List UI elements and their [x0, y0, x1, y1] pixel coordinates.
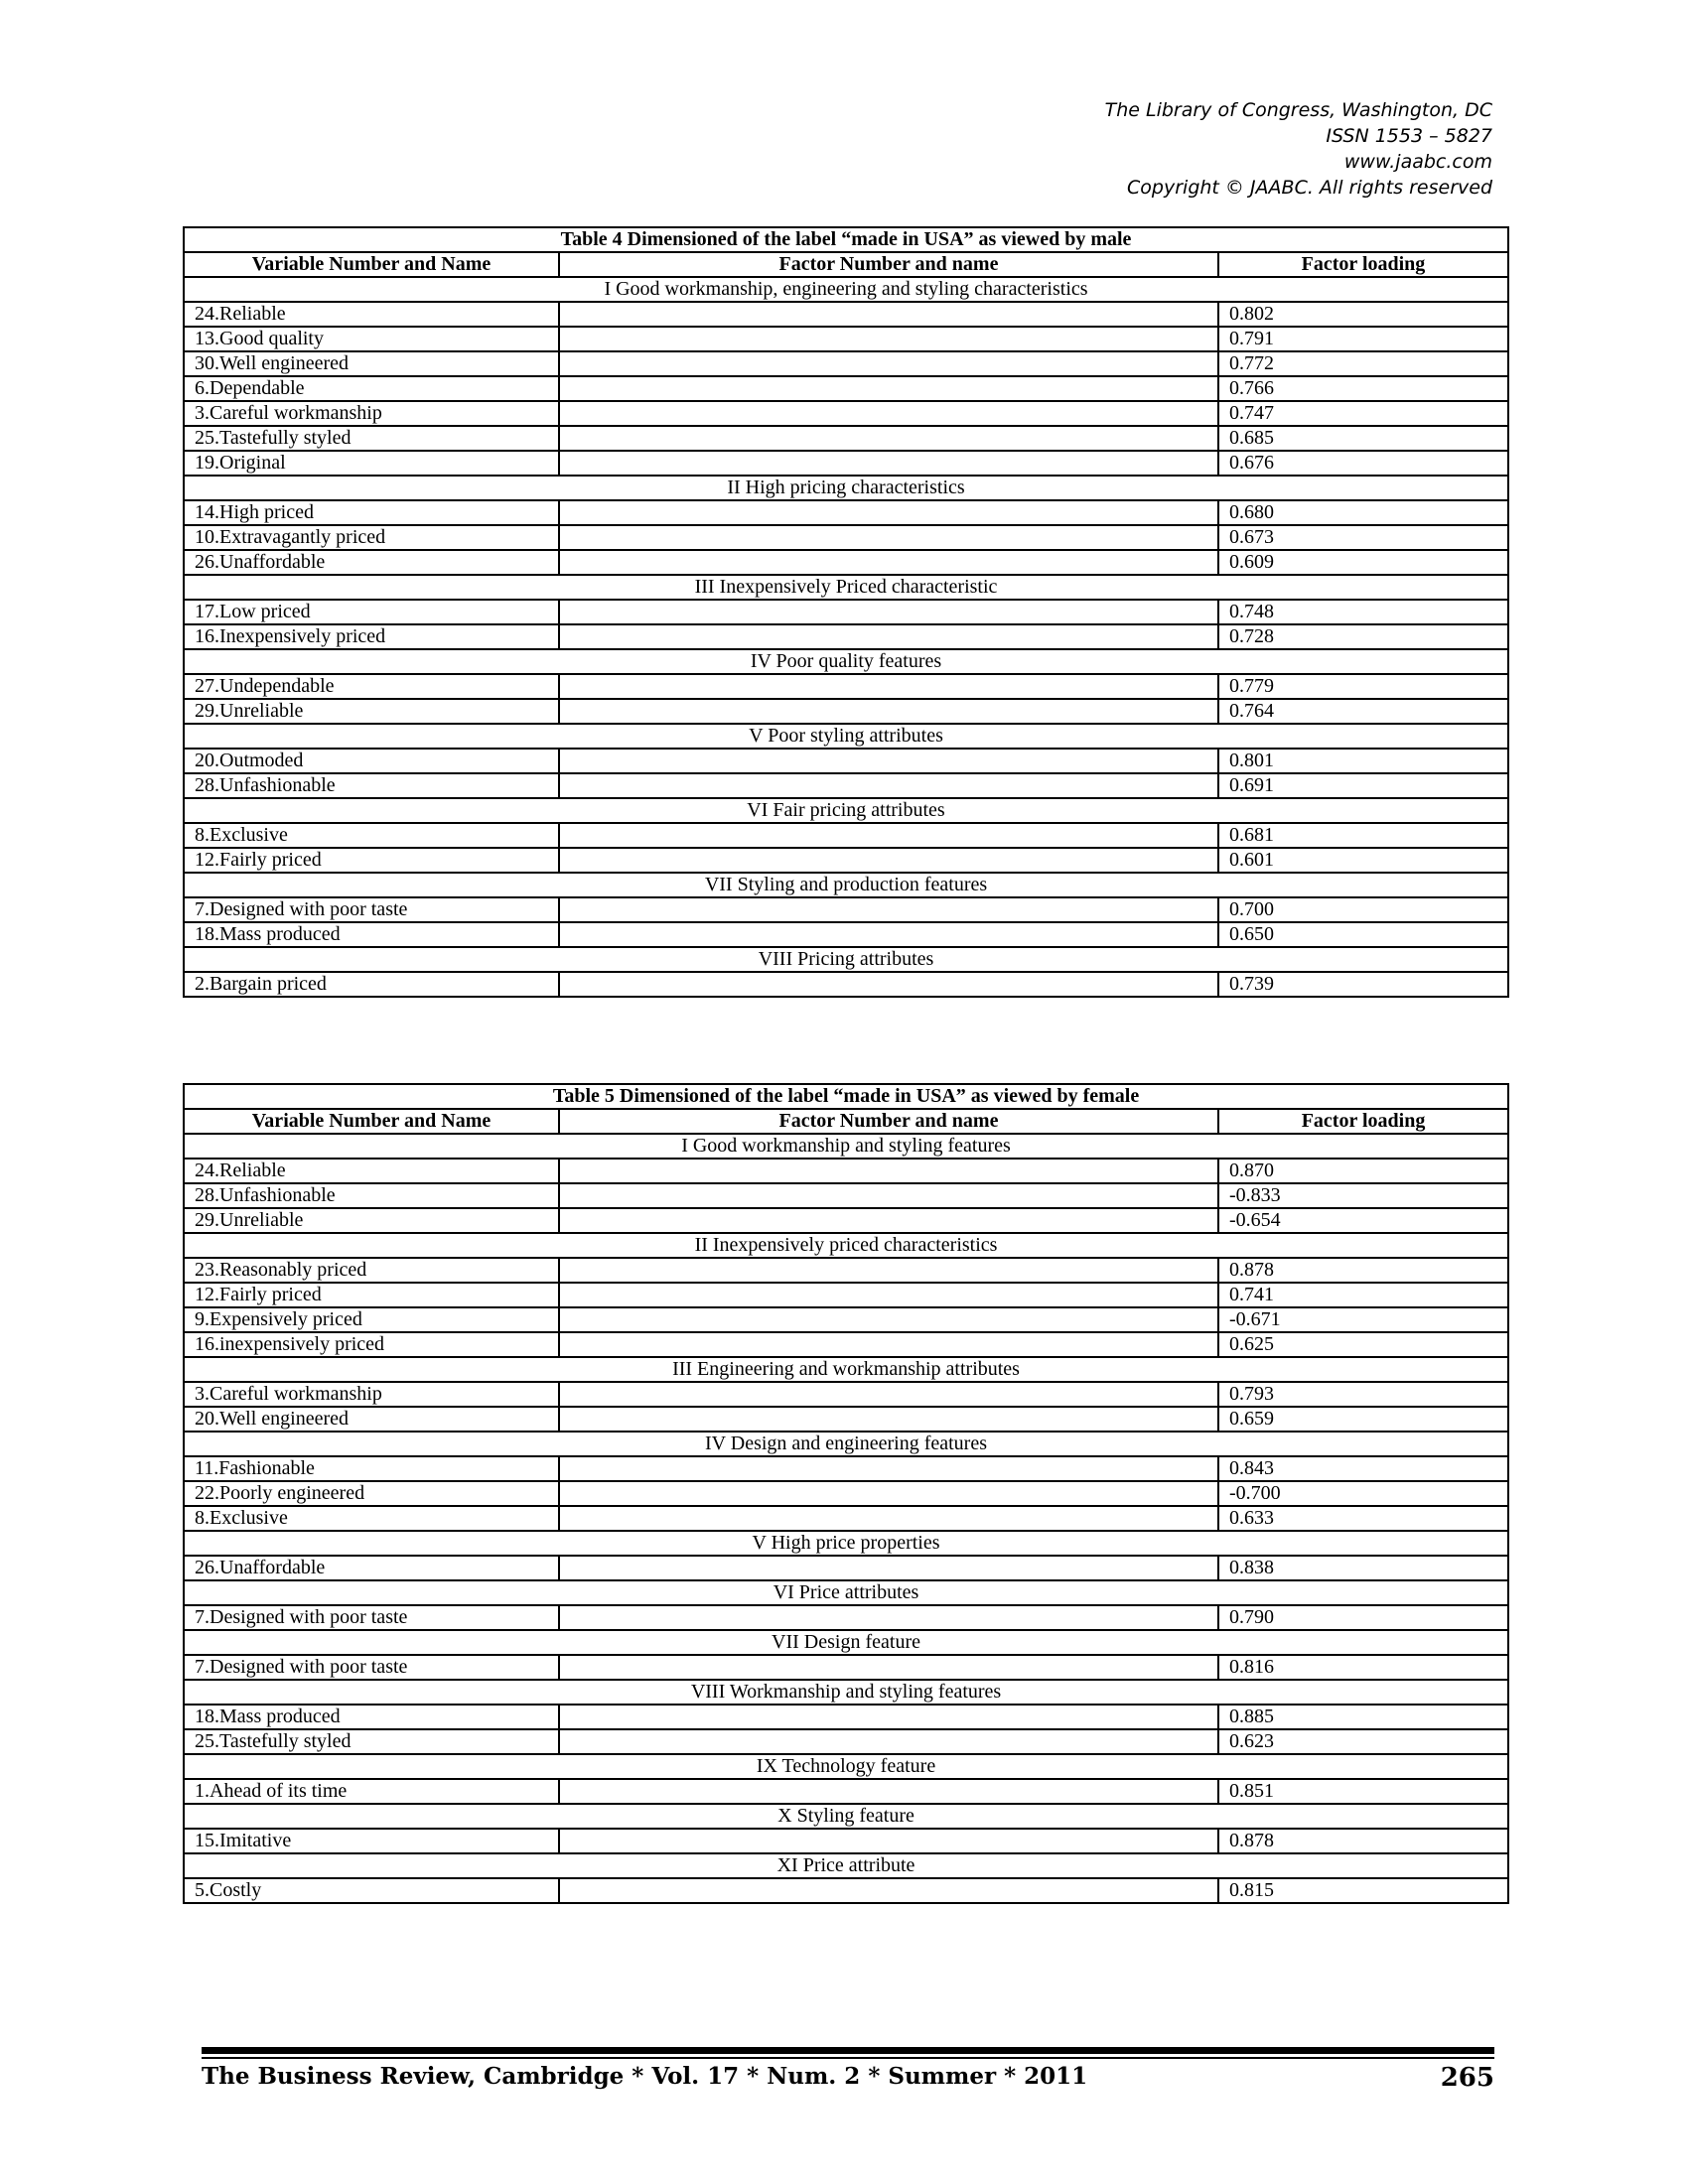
factor-group-row [184, 277, 1508, 302]
factor-cell [559, 922, 1218, 947]
factor-cell [559, 376, 1218, 401]
factor-group-row [184, 1233, 1508, 1258]
table-header-row [184, 1109, 1508, 1134]
table-row [184, 1307, 1508, 1332]
table-row [184, 500, 1508, 525]
factor-cell [559, 1605, 1218, 1630]
table-row [184, 327, 1508, 351]
factor-loading: -0.833 [1218, 1183, 1508, 1208]
factor-group-row [184, 1853, 1508, 1878]
header-loading: Factor loading [1218, 1109, 1508, 1134]
table-row [184, 848, 1508, 873]
factor-cell [559, 1481, 1218, 1506]
factor-cell [559, 674, 1218, 699]
table-row [184, 1705, 1508, 1729]
table-row [184, 1655, 1508, 1680]
variable-name: 29.Unreliable [184, 699, 559, 724]
factor-cell [559, 972, 1218, 997]
header-publisher: The Library of Congress, Washington, DC [1104, 99, 1492, 121]
table-row [184, 376, 1508, 401]
factor-cell [559, 1878, 1218, 1903]
factor-loading: 0.650 [1218, 922, 1508, 947]
header-issn: ISSN 1553 – 5827 [1326, 125, 1492, 147]
variable-name: 29.Unreliable [184, 1208, 559, 1233]
footer-rule [202, 2047, 1494, 2054]
factor-title: VIII Pricing attributes [184, 947, 1508, 972]
variable-name: 1.Ahead of its time [184, 1779, 559, 1804]
table-4 [183, 226, 1509, 998]
table-row [184, 426, 1508, 451]
table-row [184, 1382, 1508, 1407]
factor-loading: 0.801 [1218, 749, 1508, 773]
table-row [184, 1779, 1508, 1804]
factor-cell [559, 699, 1218, 724]
factor-loading: 0.843 [1218, 1456, 1508, 1481]
variable-name: 27.Undependable [184, 674, 559, 699]
factor-title: IV Design and engineering features [184, 1432, 1508, 1456]
factor-title: V High price properties [184, 1531, 1508, 1556]
factor-title: III Inexpensively Priced characteristic [184, 575, 1508, 600]
variable-name: 30.Well engineered [184, 351, 559, 376]
table-row [184, 972, 1508, 997]
table-row [184, 1159, 1508, 1183]
variable-name: 14.High priced [184, 500, 559, 525]
table-5 [183, 1083, 1509, 1904]
factor-loading: 0.609 [1218, 550, 1508, 575]
factor-loading: 0.623 [1218, 1729, 1508, 1754]
factor-cell [559, 1407, 1218, 1432]
factor-loading: 0.700 [1218, 897, 1508, 922]
factor-loading: 0.728 [1218, 624, 1508, 649]
footer-journal: The Business Review, Cambridge * Vol. 17 * Num. 2 * Summer * 2011 [202, 2063, 1088, 2090]
variable-name: 2.Bargain priced [184, 972, 559, 997]
table-row [184, 401, 1508, 426]
table-row [184, 1729, 1508, 1754]
factor-cell [559, 426, 1218, 451]
table-row [184, 451, 1508, 476]
header-loading: Factor loading [1218, 252, 1508, 277]
factor-cell [559, 302, 1218, 327]
factor-title: XI Price attribute [184, 1853, 1508, 1878]
variable-name: 26.Unaffordable [184, 550, 559, 575]
factor-cell [559, 1705, 1218, 1729]
factor-group-row [184, 1134, 1508, 1159]
header-variable: Variable Number and Name [184, 1109, 559, 1134]
factor-cell [559, 1159, 1218, 1183]
factor-group-row [184, 476, 1508, 500]
factor-loading: 0.739 [1218, 972, 1508, 997]
variable-name: 8.Exclusive [184, 1506, 559, 1531]
factor-group-row [184, 1804, 1508, 1829]
header-copyright: Copyright © JAABC. All rights reserved [1127, 177, 1492, 199]
variable-name: 15.Imitative [184, 1829, 559, 1853]
variable-name: 24.Reliable [184, 1159, 559, 1183]
factor-loading: 0.815 [1218, 1878, 1508, 1903]
table-row [184, 1183, 1508, 1208]
table-caption-row [184, 227, 1508, 252]
factor-loading: 0.793 [1218, 1382, 1508, 1407]
factor-group-row [184, 575, 1508, 600]
header-website: www.jaabc.com [1343, 151, 1492, 173]
variable-name: 20.Well engineered [184, 1407, 559, 1432]
factor-group-row [184, 947, 1508, 972]
variable-name: 12.Fairly priced [184, 848, 559, 873]
table-row [184, 600, 1508, 624]
factor-title: VII Design feature [184, 1630, 1508, 1655]
variable-name: 5.Costly [184, 1878, 559, 1903]
footer-rule-thin [202, 2057, 1494, 2059]
factor-loading: 0.878 [1218, 1829, 1508, 1853]
header-factor: Factor Number and name [559, 252, 1218, 277]
factor-loading: 0.764 [1218, 699, 1508, 724]
factor-title: IV Poor quality features [184, 649, 1508, 674]
factor-cell [559, 1258, 1218, 1283]
table-row [184, 525, 1508, 550]
table-row [184, 302, 1508, 327]
table-row [184, 749, 1508, 773]
factor-loading: 0.791 [1218, 327, 1508, 351]
variable-name: 12.Fairly priced [184, 1283, 559, 1307]
variable-name: 3.Careful workmanship [184, 1382, 559, 1407]
factor-cell [559, 823, 1218, 848]
factor-group-row [184, 1357, 1508, 1382]
table-row [184, 550, 1508, 575]
table-row [184, 1605, 1508, 1630]
factor-loading: 0.838 [1218, 1556, 1508, 1580]
table-row [184, 1506, 1508, 1531]
factor-group-row [184, 649, 1508, 674]
factor-title: II Inexpensively priced characteristics [184, 1233, 1508, 1258]
factor-title: I Good workmanship and styling features [184, 1134, 1508, 1159]
table-row [184, 1481, 1508, 1506]
table-row [184, 1556, 1508, 1580]
factor-group-row [184, 1531, 1508, 1556]
factor-group-row [184, 724, 1508, 749]
factor-loading: 0.601 [1218, 848, 1508, 873]
variable-name: 25.Tastefully styled [184, 426, 559, 451]
table-row [184, 773, 1508, 798]
factor-group-row [184, 1680, 1508, 1705]
factor-loading: 0.681 [1218, 823, 1508, 848]
factor-loading: 0.747 [1218, 401, 1508, 426]
factor-cell [559, 1307, 1218, 1332]
table-row [184, 351, 1508, 376]
table-row [184, 1283, 1508, 1307]
header-variable: Variable Number and Name [184, 252, 559, 277]
factor-cell [559, 749, 1218, 773]
factor-cell [559, 1556, 1218, 1580]
factor-loading: -0.654 [1218, 1208, 1508, 1233]
factor-group-row [184, 1432, 1508, 1456]
factor-cell [559, 401, 1218, 426]
variable-name: 7.Designed with poor taste [184, 1605, 559, 1630]
factor-cell [559, 327, 1218, 351]
variable-name: 24.Reliable [184, 302, 559, 327]
factor-title: VII Styling and production features [184, 873, 1508, 897]
factor-loading: 0.676 [1218, 451, 1508, 476]
factor-loading: 0.870 [1218, 1159, 1508, 1183]
variable-name: 16.Inexpensively priced [184, 624, 559, 649]
factor-cell [559, 525, 1218, 550]
factor-cell [559, 351, 1218, 376]
factor-loading: 0.633 [1218, 1506, 1508, 1531]
factor-cell [559, 1183, 1218, 1208]
variable-name: 10.Extravagantly priced [184, 525, 559, 550]
factor-loading: 0.659 [1218, 1407, 1508, 1432]
factor-loading: 0.766 [1218, 376, 1508, 401]
factor-loading: 0.878 [1218, 1258, 1508, 1283]
factor-cell [559, 897, 1218, 922]
variable-name: 22.Poorly engineered [184, 1481, 559, 1506]
table-row [184, 1407, 1508, 1432]
factor-title: X Styling feature [184, 1804, 1508, 1829]
factor-title: IX Technology feature [184, 1754, 1508, 1779]
factor-title: II High pricing characteristics [184, 476, 1508, 500]
table-row [184, 1829, 1508, 1853]
factor-title: V Poor styling attributes [184, 724, 1508, 749]
variable-name: 11.Fashionable [184, 1456, 559, 1481]
factor-loading: -0.700 [1218, 1481, 1508, 1506]
header-factor: Factor Number and name [559, 1109, 1218, 1134]
variable-name: 7.Designed with poor taste [184, 1655, 559, 1680]
factor-loading: 0.741 [1218, 1283, 1508, 1307]
factor-group-row [184, 873, 1508, 897]
factor-loading: 0.691 [1218, 773, 1508, 798]
page-number: 265 [1440, 2063, 1494, 2093]
variable-name: 23.Reasonably priced [184, 1258, 559, 1283]
factor-loading: 0.772 [1218, 351, 1508, 376]
table-header-row [184, 252, 1508, 277]
factor-group-row [184, 1580, 1508, 1605]
factor-loading: 0.673 [1218, 525, 1508, 550]
table-row [184, 699, 1508, 724]
factor-loading: 0.748 [1218, 600, 1508, 624]
variable-name: 8.Exclusive [184, 823, 559, 848]
factor-cell [559, 624, 1218, 649]
factor-cell [559, 1283, 1218, 1307]
variable-name: 16.inexpensively priced [184, 1332, 559, 1357]
factor-loading: 0.851 [1218, 1779, 1508, 1804]
factor-cell [559, 550, 1218, 575]
factor-cell [559, 1382, 1218, 1407]
variable-name: 28.Unfashionable [184, 1183, 559, 1208]
variable-name: 13.Good quality [184, 327, 559, 351]
factor-cell [559, 773, 1218, 798]
factor-cell [559, 451, 1218, 476]
factor-title: III Engineering and workmanship attributes [184, 1357, 1508, 1382]
variable-name: 19.Original [184, 451, 559, 476]
table-caption-row [184, 1084, 1508, 1109]
factor-group-row [184, 798, 1508, 823]
factor-cell [559, 1829, 1218, 1853]
table-caption: Table 4 Dimensioned of the label “made in USA” as viewed by male [184, 227, 1508, 252]
variable-name: 3.Careful workmanship [184, 401, 559, 426]
variable-name: 9.Expensively priced [184, 1307, 559, 1332]
factor-cell [559, 1779, 1218, 1804]
factor-loading: 0.802 [1218, 302, 1508, 327]
factor-loading: 0.779 [1218, 674, 1508, 699]
variable-name: 20.Outmoded [184, 749, 559, 773]
factor-cell [559, 1506, 1218, 1531]
table-row [184, 624, 1508, 649]
variable-name: 18.Mass produced [184, 922, 559, 947]
factor-group-row [184, 1630, 1508, 1655]
factor-cell [559, 1332, 1218, 1357]
factor-title: VI Price attributes [184, 1580, 1508, 1605]
variable-name: 18.Mass produced [184, 1705, 559, 1729]
factor-cell [559, 1729, 1218, 1754]
factor-loading: -0.671 [1218, 1307, 1508, 1332]
factor-cell [559, 1456, 1218, 1481]
variable-name: 7.Designed with poor taste [184, 897, 559, 922]
variable-name: 17.Low priced [184, 600, 559, 624]
factor-cell [559, 1655, 1218, 1680]
table-row [184, 1258, 1508, 1283]
factor-loading: 0.790 [1218, 1605, 1508, 1630]
factor-cell [559, 1208, 1218, 1233]
factor-title: VI Fair pricing attributes [184, 798, 1508, 823]
factor-loading: 0.685 [1218, 426, 1508, 451]
factor-group-row [184, 1754, 1508, 1779]
factor-cell [559, 500, 1218, 525]
page-header [1105, 97, 1492, 201]
factor-loading: 0.885 [1218, 1705, 1508, 1729]
table-row [184, 922, 1508, 947]
table-row [184, 1456, 1508, 1481]
table-row [184, 1208, 1508, 1233]
table-row [184, 674, 1508, 699]
table-row [184, 1332, 1508, 1357]
table-row [184, 823, 1508, 848]
factor-loading: 0.680 [1218, 500, 1508, 525]
factor-cell [559, 600, 1218, 624]
factor-title: VIII Workmanship and styling features [184, 1680, 1508, 1705]
factor-loading: 0.625 [1218, 1332, 1508, 1357]
factor-loading: 0.816 [1218, 1655, 1508, 1680]
variable-name: 6.Dependable [184, 376, 559, 401]
table-row [184, 1878, 1508, 1903]
factor-cell [559, 848, 1218, 873]
variable-name: 26.Unaffordable [184, 1556, 559, 1580]
table-row [184, 897, 1508, 922]
variable-name: 28.Unfashionable [184, 773, 559, 798]
table-caption: Table 5 Dimensioned of the label “made in USA” as viewed by female [184, 1084, 1508, 1109]
factor-title: I Good workmanship, engineering and styling characteristics [184, 277, 1508, 302]
variable-name: 25.Tastefully styled [184, 1729, 559, 1754]
